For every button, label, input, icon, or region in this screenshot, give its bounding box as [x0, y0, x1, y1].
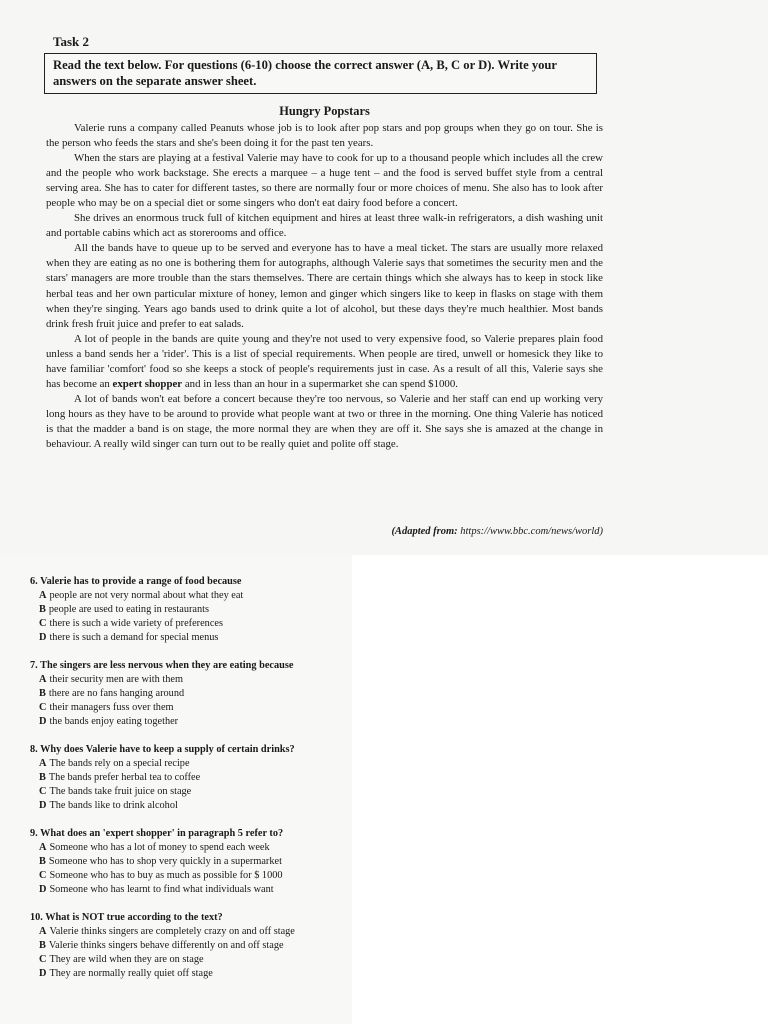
option-letter: C	[39, 954, 47, 965]
option-text: The bands rely on a special recipe	[49, 758, 190, 769]
answer-option	[30, 967, 350, 981]
source-citation	[300, 526, 603, 537]
paragraph-text: When the stars are playing at a festival Valerie may have to cook for up to a thousand people which includes all the crew and the people who work backstage. She erects a marquee – a huge tent – and the food is served buffet style from a central serving area. She has to cater for different tastes, so there are normally four or more choices of menu. She also has to look after people who may be on a special diet or some singers who don't eat dairy food before a concert.	[46, 152, 603, 210]
option-text: They are normally really quiet off stage	[49, 968, 213, 979]
answer-option	[30, 617, 350, 631]
option-letter: B	[39, 772, 46, 783]
answer-option	[30, 631, 350, 645]
answer-option	[30, 701, 350, 715]
answer-option	[30, 869, 350, 883]
question	[30, 743, 350, 813]
option-letter: B	[39, 940, 46, 951]
answer-option	[30, 953, 350, 967]
question-list	[30, 575, 350, 995]
source-label: (Adapted from:	[391, 526, 458, 537]
option-letter: D	[39, 968, 47, 979]
option-letter: C	[39, 702, 47, 713]
paragraph-text: A lot of bands won't eat before a concert because they're too nervous, so Valerie and her staff can end up working very long hours as they have to be around to provide what people want at two or three in the morning. One thing Valerie has noticed is that the madder a band is on stage, the more normal they are when they are off it. She says she is amazed at the change in behaviour. A really wild singer can turn out to be really quiet and polite off stage.	[46, 392, 603, 450]
option-letter: D	[39, 800, 47, 811]
question-stem: 6. Valerie has to provide a range of food because	[30, 576, 242, 587]
question-stem: 7. The singers are less nervous when they are eating because	[30, 660, 294, 671]
article-paragraph	[46, 332, 603, 392]
article-paragraph	[46, 211, 603, 241]
answer-option	[30, 883, 350, 897]
paragraph-text: and in less than an hour in a supermarket she can spend $1000.	[182, 377, 458, 390]
question	[30, 659, 350, 729]
option-letter: B	[39, 856, 46, 867]
answer-option	[30, 799, 350, 813]
option-letter: C	[39, 786, 47, 797]
article-body	[46, 121, 603, 452]
option-text: They are wild when they are on stage	[49, 954, 204, 965]
highlighted-phrase: expert shopper	[112, 377, 183, 390]
option-text: their security men are with them	[49, 674, 183, 685]
answer-option	[30, 589, 350, 603]
option-letter: D	[39, 716, 47, 727]
article-paragraph	[46, 151, 603, 211]
answer-option	[30, 939, 350, 953]
source-url: https://www.bbc.com/news/world)	[460, 526, 603, 537]
answer-option	[30, 841, 350, 855]
option-letter: A	[39, 842, 47, 853]
option-text: The bands like to drink alcohol	[49, 800, 178, 811]
option-text: people are not very normal about what they eat	[49, 590, 244, 601]
answer-option	[30, 785, 350, 799]
option-text: there is such a wide variety of preferences	[49, 618, 223, 629]
option-letter: C	[39, 618, 47, 629]
option-text: Someone who has learnt to find what individuals want	[49, 884, 274, 895]
answer-option	[30, 771, 350, 785]
article-title: Hungry Popstars	[279, 104, 370, 118]
paragraph-text: All the bands have to queue up to be served and everyone has to have a meal ticket. The stars are usually more relaxed when they are eating as no one is bothering them for autographs, although Valerie says that sometimes the security men and the stars' managers are more trouble than the stars themselves. There are certain things which she always has to keep in stock like herbal teas and her own particular mixture of honey, lemon and ginger which singers like to keep in flasks on stage with them when they're singing. Years ago bands used to drink quite a lot of alcohol, but these days they're much healthier. Most bands drink fresh fruit juice and prefer to eat salads.	[46, 242, 603, 330]
option-text: Someone who has a lot of money to spend each week	[49, 842, 270, 853]
article-paragraph	[46, 241, 603, 331]
instruction-box: Read the text below. For questions (6-10) choose the correct answer (A, B, C or D). Write your answers on the separate answer sheet.	[44, 53, 597, 94]
question-stem: 8. Why does Valerie have to keep a supply of certain drinks?	[30, 744, 295, 755]
paragraph-text: Valerie runs a company called Peanuts whose job is to look after pop stars and pop groups when they go on tour. She is the person who feeds the stars and she's been doing it for the past ten years.	[46, 122, 603, 150]
option-letter: B	[39, 604, 46, 615]
answer-option	[30, 715, 350, 729]
answer-option	[30, 673, 350, 687]
question-stem: 10. What is NOT true according to the text?	[30, 912, 223, 923]
paragraph-text: She drives an enormous truck full of kitchen equipment and hires at least three walk-in refrigerators, a dish washing unit and portable cabins which act as storerooms and office.	[46, 212, 603, 240]
answer-option	[30, 757, 350, 771]
option-text: there are no fans hanging around	[48, 688, 185, 699]
option-text: Someone who has to shop very quickly in a supermarket	[48, 856, 282, 867]
option-letter: D	[39, 632, 47, 643]
option-text: people are used to eating in restaurants	[48, 604, 209, 615]
question	[30, 911, 350, 981]
option-text: Someone who has to buy as much as possible for $ 1000	[49, 870, 283, 881]
option-text: Valerie thinks singers behave differently on and off stage	[48, 940, 284, 951]
option-letter: A	[39, 674, 47, 685]
option-letter: B	[39, 688, 46, 699]
task-label: Task 2	[53, 34, 90, 49]
option-text: their managers fuss over them	[49, 702, 174, 713]
option-text: there is such a demand for special menus	[49, 632, 219, 643]
answer-option	[30, 855, 350, 869]
option-letter: C	[39, 870, 47, 881]
option-text: the bands enjoy eating together	[49, 716, 179, 727]
article-paragraph	[46, 121, 603, 151]
question-stem: 9. What does an 'expert shopper' in paragraph 5 refer to?	[30, 828, 284, 839]
option-letter: A	[39, 758, 47, 769]
option-text: Valerie thinks singers are completely crazy on and off stage	[49, 926, 295, 937]
answer-option	[30, 925, 350, 939]
option-text: The bands take fruit juice on stage	[49, 786, 192, 797]
question	[30, 827, 350, 897]
article	[46, 104, 603, 452]
paragraph-text: A lot of people in the bands are quite young and they're not used to very expensive food, so Valerie prepares plain food unless a band sends her a 'rider'. This is a list of special requirements. When people are tired, unwell or homesick they like to have familiar 'comfort' food so she keeps a stock of people's requirements just in case. As a result of all this, Valerie says she has become an	[46, 332, 603, 390]
answer-option	[30, 603, 350, 617]
option-letter: D	[39, 884, 47, 895]
answer-option	[30, 687, 350, 701]
option-text: The bands prefer herbal tea to coffee	[48, 772, 201, 783]
question	[30, 575, 350, 645]
article-paragraph	[46, 392, 603, 452]
option-letter: A	[39, 926, 47, 937]
option-letter: A	[39, 590, 47, 601]
